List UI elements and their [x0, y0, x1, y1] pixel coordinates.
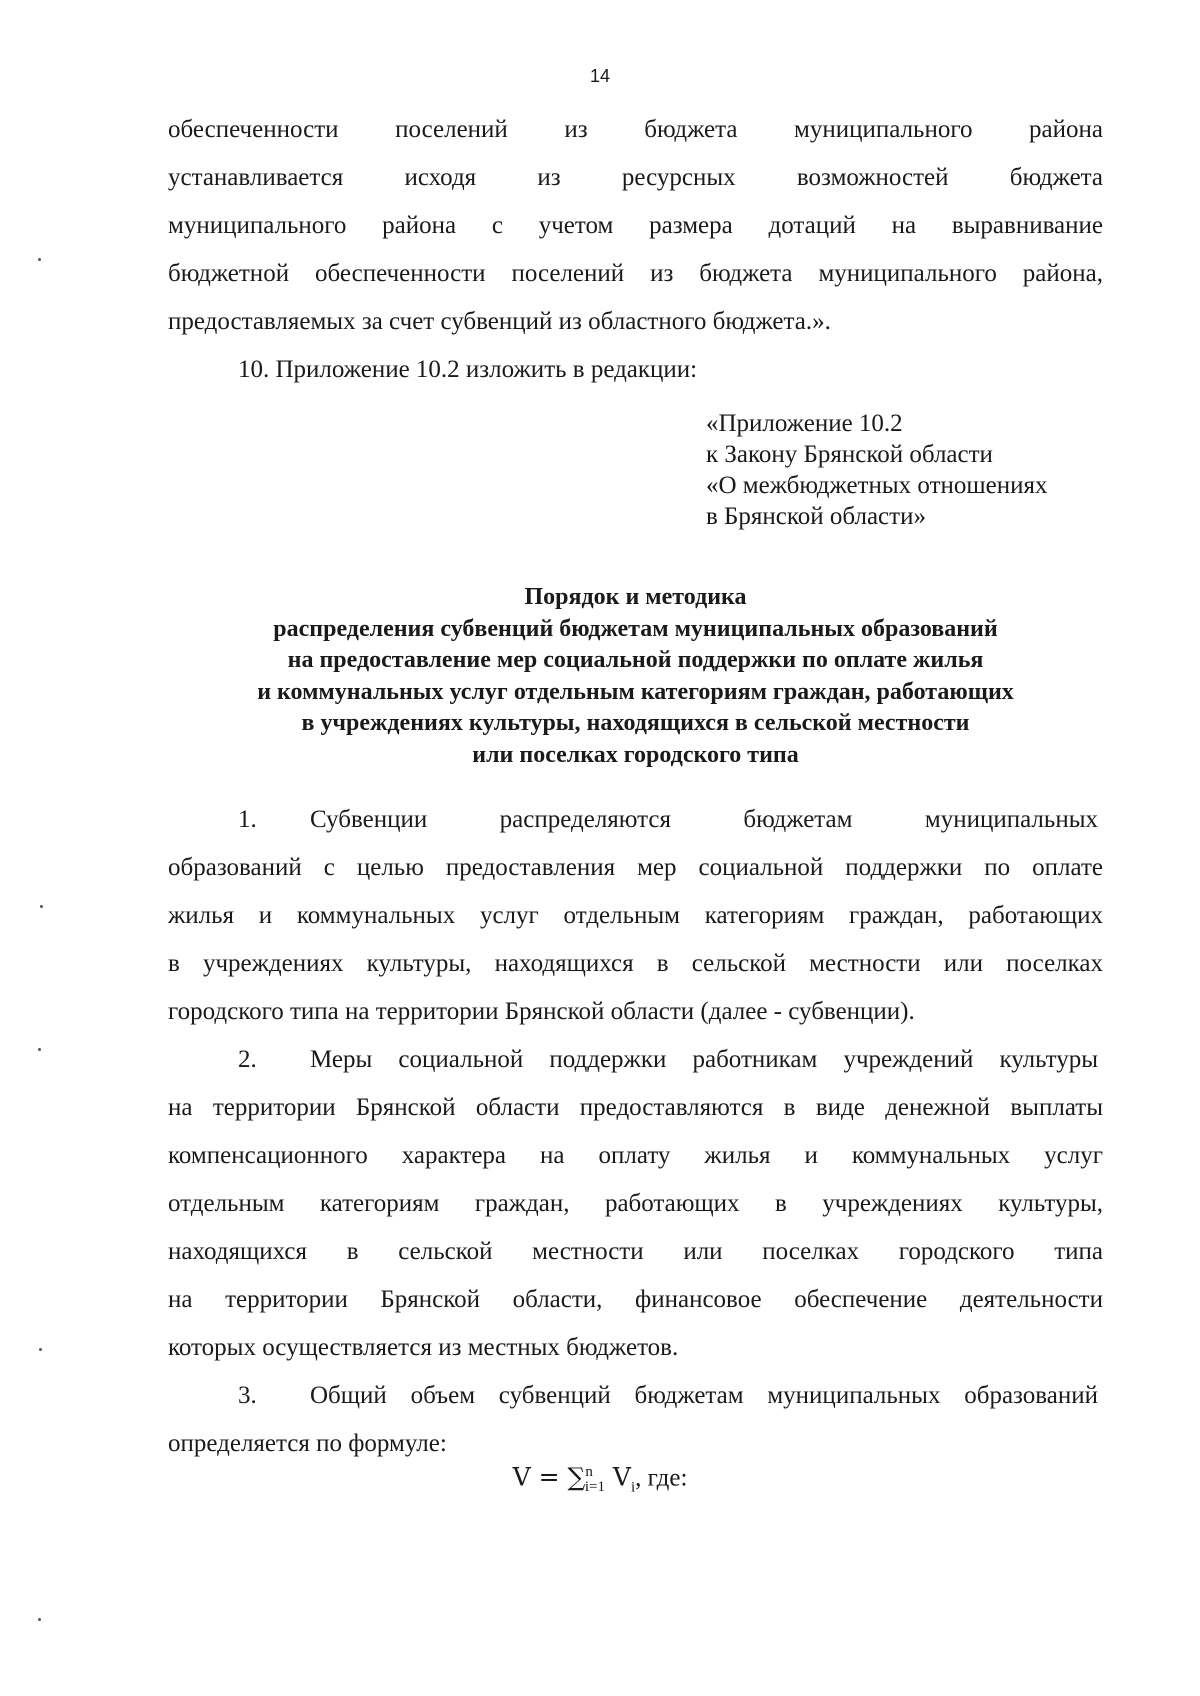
item-10-text: 10. Приложение 10.2 изложить в редакции:: [238, 356, 698, 383]
appendix-heading-line: в Брянской области»: [706, 503, 926, 530]
sum-symbol: ∑: [567, 1462, 586, 1492]
text-line: [168, 796, 1103, 844]
point-first-line: Общий объем субвенций бюджетам муниципальных образований: [310, 1382, 1098, 1409]
appendix-heading: [706, 408, 1047, 532]
appendix-heading-line: к Закону Брянской области: [706, 441, 993, 468]
scan-speck: [40, 905, 43, 908]
text-line: определяется по формуле:: [168, 1430, 447, 1457]
text-line: отдельным категориям граждан, работающих в учреждениях культуры,: [168, 1190, 1103, 1217]
sum-limits: [585, 1448, 593, 1502]
text-line: на территории Брянской области предоставляются в виде денежной выплаты: [168, 1094, 1103, 1121]
text-line: образований с целью предоставления мер социальной поддержки по оплате: [168, 854, 1103, 881]
point-number: 1.: [238, 806, 257, 833]
text-line: жилья и коммунальных услуг отдельным категориям граждан, работающих: [168, 902, 1103, 929]
text-line: [168, 1036, 1103, 1084]
title-line: на предоставление мер социальной поддержки по оплате жилья: [287, 647, 984, 673]
text-line: бюджетной обеспеченности поселений из бюджета муниципального района,: [168, 260, 1103, 287]
sum-upper-limit: n: [585, 1464, 593, 1480]
point-number: 3.: [238, 1382, 257, 1409]
scan-speck: [38, 1048, 41, 1051]
text-line: обеспеченности поселений из бюджета муниципального района: [168, 116, 1103, 143]
formula: [0, 1448, 1200, 1511]
text-line: городского типа на территории Брянской области (далее - субвенции).: [168, 998, 915, 1025]
text-line: на территории Брянской области, финансовое обеспечение деятельности: [168, 1286, 1103, 1313]
title-line: и коммунальных услуг отдельным категориям граждан, работающих: [257, 678, 1014, 705]
formula-term: V: [604, 1462, 631, 1492]
title-line: распределения субвенций бюджетам муниципальных образований: [273, 615, 998, 642]
title-line: в учреждениях культуры, находящихся в сельской местности: [301, 710, 970, 736]
point-first-line: Субвенции распределяются бюджетам муниципальных: [310, 806, 1098, 833]
formula-lhs: V =: [512, 1462, 568, 1492]
text-line: в учреждениях культуры, находящихся в сельской местности или поселках: [168, 950, 1103, 977]
intro-paragraph: [168, 106, 1103, 394]
appendix-heading-line: «О межбюджетных отношениях: [706, 472, 1048, 499]
text-line: которых осуществляется из местных бюджетов.: [168, 1334, 679, 1361]
text-line: [168, 1372, 1103, 1420]
text-line: устанавливается исходя из ресурсных возможностей бюджета: [168, 164, 1103, 191]
formula-tail: , где:: [635, 1464, 688, 1492]
document-title: [168, 582, 1103, 771]
point-2: [168, 1036, 1103, 1372]
title-line: Порядок и методика: [524, 584, 747, 610]
text-line: находящихся в сельской местности или поселках городского типа: [168, 1238, 1103, 1265]
scan-speck: [39, 1348, 42, 1351]
text-line: муниципального района с учетом размера дотаций на выравнивание: [168, 212, 1103, 239]
appendix-heading-line: «Приложение 10.2: [706, 410, 903, 437]
title-line: или поселках городского типа: [472, 741, 799, 768]
text-line: компенсационного характера на оплату жилья и коммунальных услуг: [168, 1142, 1103, 1169]
point-number: 2.: [238, 1046, 257, 1073]
page-number: 14: [589, 66, 611, 86]
formula-term-index: i: [630, 1479, 636, 1496]
sum-lower-limit: i=1: [584, 1479, 605, 1496]
scan-speck: [38, 258, 41, 261]
scan-speck: [38, 1618, 41, 1621]
point-first-line: Меры социальной поддержки работникам учреждений культуры: [310, 1046, 1098, 1073]
text-line: предоставляемых за счет субвенций из областного бюджета.».: [168, 308, 831, 335]
point-1: [168, 796, 1103, 1036]
